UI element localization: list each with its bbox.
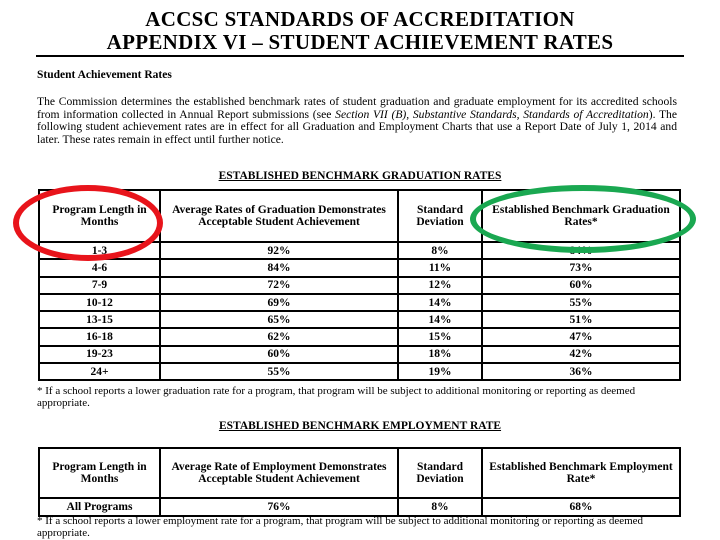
table-cell: 72% [160,277,398,294]
table-row [39,277,680,294]
table-cell: 69% [160,294,398,311]
table-cell: 7-9 [39,277,160,294]
table-cell: 55% [482,294,680,311]
table-cell: 12% [398,277,482,294]
intro-reference: Section VII (B), Substantive Standards, Standards of Accreditation [335,107,649,121]
column-header: Established Benchmark Graduation Rates* [482,190,680,242]
intro-paragraph [37,96,677,146]
table-cell: 62% [160,328,398,345]
employment-rate-table [38,447,681,517]
table-cell: 16-18 [39,328,160,345]
red-highlight-oval [13,185,163,261]
table-cell: 76% [160,498,398,516]
table-cell: 55% [160,363,398,380]
employment-footnote: * If a school reports a lower employment rate for a program, that program will be subject to additional monitoring or reporting as deemed appropriate. [37,515,644,539]
table-cell: 8% [398,242,482,259]
table-cell: 10-12 [39,294,160,311]
table-cell: 84% [160,259,398,276]
table-cell: 19-23 [39,346,160,363]
table-cell: 13-15 [39,311,160,328]
table-cell: 51% [482,311,680,328]
table-row [39,498,680,516]
table-row [39,294,680,311]
title-divider [36,55,684,57]
table-cell: 68% [482,498,680,516]
section-heading: Student Achievement Rates [37,69,172,81]
table-cell: 14% [398,311,482,328]
green-highlight-oval [470,185,696,253]
column-header: Program Length in Months [39,190,160,242]
table-cell: 73% [482,259,680,276]
column-header: Standard Deviation [398,448,482,498]
table-cell: 60% [160,346,398,363]
table-cell: 1-3 [39,242,160,259]
column-header: Standard Deviation [398,190,482,242]
table-cell: 19% [398,363,482,380]
table-cell: 84% [482,242,680,259]
table-cell: 24+ [39,363,160,380]
employment-table-title: ESTABLISHED BENCHMARK EMPLOYMENT RATE [218,420,502,432]
table-row [39,328,680,345]
table-cell: 47% [482,328,680,345]
column-header: Established Benchmark Employment Rate* [482,448,680,498]
intro-text-before: The Commission determines the established benchmark rates of student graduation and graduate employment for its accredited schools from information collected in Annual Report submissions (see [37,95,677,121]
graduation-table-title: ESTABLISHED BENCHMARK GRADUATION RATES [218,170,502,182]
table-cell: All Programs [39,498,160,516]
table-cell: 8% [398,498,482,516]
table-row [39,311,680,328]
table-cell: 92% [160,242,398,259]
table-row [39,346,680,363]
table-cell: 18% [398,346,482,363]
table-cell: 4-6 [39,259,160,276]
table-cell: 65% [160,311,398,328]
column-header: Program Length in Months [39,448,160,498]
table-header-row [39,448,680,498]
table-cell: 14% [398,294,482,311]
table-row [39,259,680,276]
table-cell: 60% [482,277,680,294]
document-title: ACCSC STANDARDS OF ACCREDITATION [145,7,575,31]
column-header: Average Rate of Employment Demonstrates Acceptable Student Achievement [160,448,398,498]
table-cell: 42% [482,346,680,363]
table-cell: 11% [398,259,482,276]
document-subtitle: APPENDIX VI – STUDENT ACHIEVEMENT RATES [106,30,614,54]
table-row [39,363,680,380]
intro-text-after: ). The following student achievement rates are in effect for all Graduation and Employment Charts that use a Report Date of July 1, 2014 and later. These rates remain in effect until further notice. [37,107,677,146]
column-header: Average Rates of Graduation Demonstrates Acceptable Student Achievement [160,190,398,242]
graduation-footnote: * If a school reports a lower graduation rate for a program, that program will be subject to additional monitoring or reporting as deemed appropriate. [37,385,636,409]
table-cell: 36% [482,363,680,380]
table-cell: 15% [398,328,482,345]
